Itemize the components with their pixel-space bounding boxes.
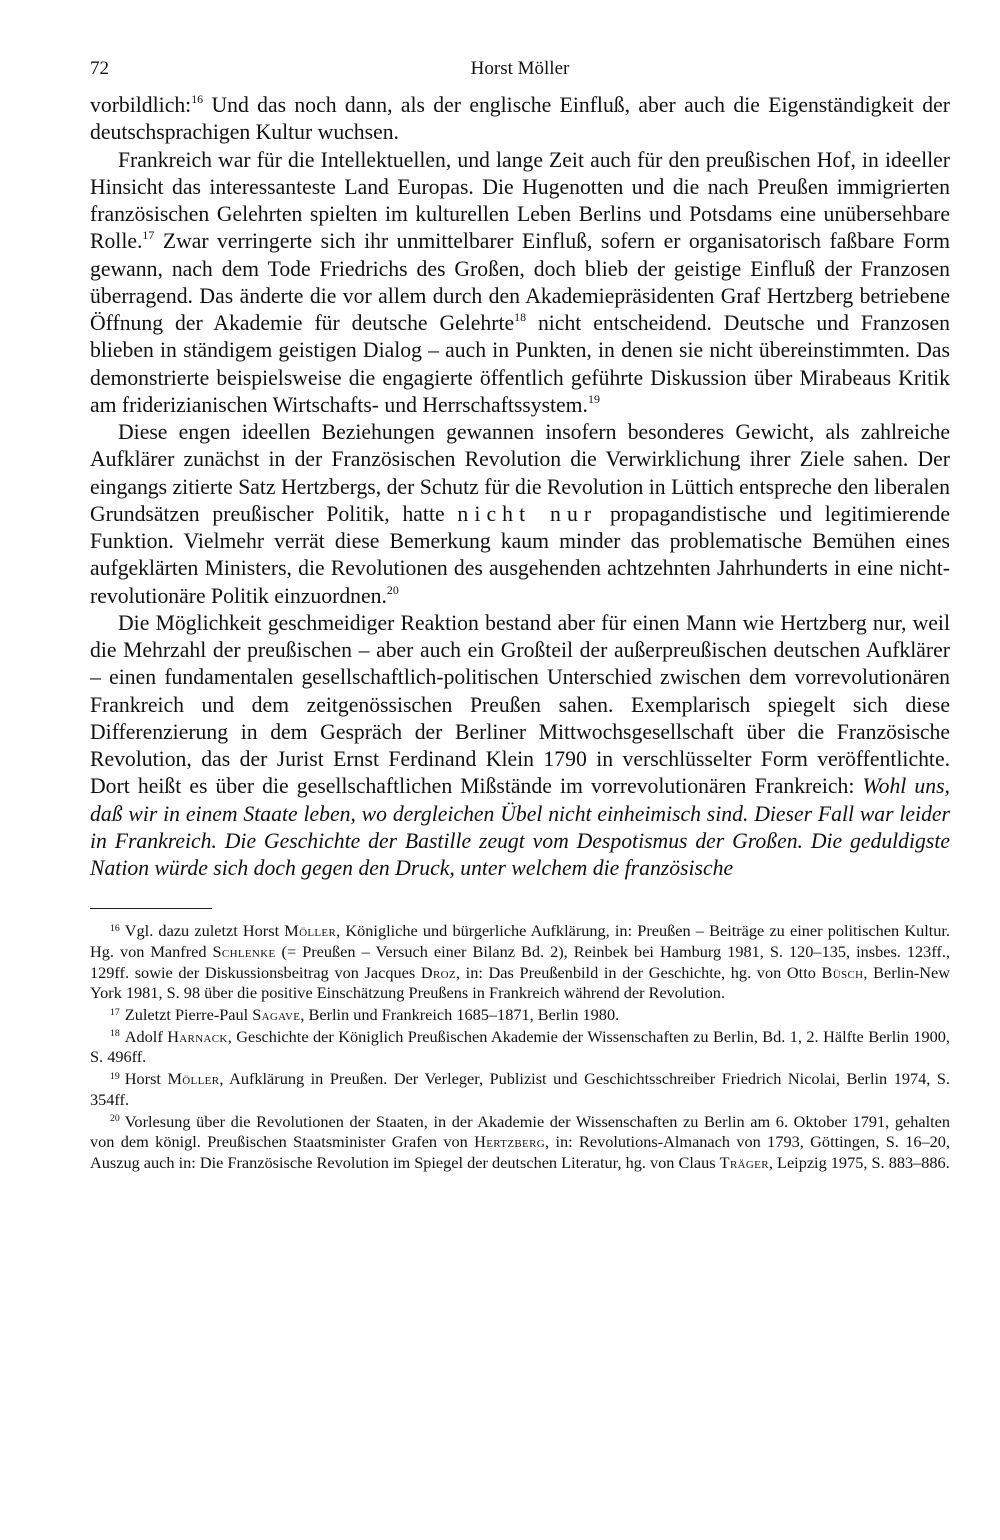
paragraph-4: Die Möglichkeit geschmeidiger Reaktion bestand aber für einen Mann wie Hertzberg nur, weil die Mehrzahl der preußischen – aber auch ein Großteil der außerpreußischen deutschen Aufklärer – einen fundamentalen gesellschaftlich-politischen Unterschied zwischen dem vorrevolutionären Frankreich und dem zeitgenössischen Preußen sahen. Exemplarisch spiegelt sich diese Differenzierung in dem Gespräch der Berliner Mittwochsgesellschaft über die Französische Revolution, das der Jurist Ernst Ferdinand Klein 1790 in verschlüsselter Form veröffentlichte. Dort heißt es über die gesellschaftlichen Mißstände im vorrevolutionären Frankreich: Wohl uns, daß wir in einem Staate leben, wo dergleichen Übel nicht einheimisch sind. Dieser Fall war leider in Frankreich. Die Geschichte der Bastille zeugt vom Despotismus der Großen. Die geduldigste Nation würde sich doch gegen den Druck, unter welchem die französische <box>90 610 950 880</box>
italic-quotation: Wohl uns, daß wir in einem Staate leben, wo dergleichen Übel nicht einheimisch sind. Dieser Fall war leider in Frankreich. Die Geschichte der Bastille zeugt vom Despotismus der Großen. Die geduldigste Nation würde sich doch gegen den Druck, unter welchem die französische <box>90 774 950 880</box>
footnote-number: 18 <box>110 1028 120 1040</box>
footnote-number: 20 <box>110 1113 120 1125</box>
body-text <box>90 92 950 882</box>
spaced-emphasis: nicht nur <box>457 501 598 526</box>
running-head-author: Horst Möller <box>470 58 570 79</box>
footnote-number: 16 <box>110 922 120 934</box>
paragraph-3: Diese engen ideellen Beziehungen gewannen insofern besonderes Gewicht, als zahlreiche Aufklärer zunächst in der Französischen Revolution die Verwirklichung ihrer Ziele sahen. Der eingangs zitierte Satz Hertzbergs, der Schutz für die Revolution in Lüttich entspreche den liberalen Grundsätzen preußischer Politik, hatte nicht nur propagandistische und legitimierende Funktion. Vielmehr verrät diese Bemerkung kaum minder das problematische Bemühen eines aufgeklärten Ministers, die Revolutionen des ausgehenden achtzehnten Jahrhunderts in eine nicht-revolutionäre Politik einzuordnen.$^{20}$ <box>90 420 951 608</box>
footnote-number: 17 <box>110 1006 120 1018</box>
footnote-divider <box>90 908 212 909</box>
paragraph-2: Frankreich war für die Intellektuellen, und lange Zeit auch für den preußischen Hof, in ideeller Hinsicht das interessanteste Land Europas. Die Hugenotten und die nach Preußen immigrierten französischen Gelehrten spielten im kulturellen Leben Berlins und Potsdams eine unübersehbare Rolle.$^{17}$ Zwar verringerte sich ihr unmittelbarer Einfluß, sofern er organisatorisch faßbare Form gewann, nach dem Tode Friedrichs des Großen, doch blieb der geistige Einfluß der Franzosen überragend. Das änderte die vor allem durch den Akademiepräsidenten Graf Hertzberg betriebene Öffnung der Akademie für deutsche Gelehrte$^{18}$ nicht entscheidend. Deutsche und Franzosen blieben in ständigem geistigen Dialog – auch in Punkten, in denen sie nicht übereinstimmten. Das demonstrierte beispielsweise die engagierte öffentlich geführte Diskussion über Mirabeaus Kritik am friderizianischen Wirtschafts- und Herrschaftssystem.$^{19}$ <box>90 147 950 417</box>
footnote-18: $^{18}$ Adolf Harnack, Geschichte der Königlich Preußischen Akademie der Wissenschaften zu Berlin, Bd. 1, 2. Hälfte Berlin 1900, S. 496ff. <box>90 1026 950 1067</box>
footnotes <box>90 921 950 1173</box>
page-number: 72 <box>90 58 109 79</box>
footnote-ref-20[interactable]: 20 <box>386 582 399 597</box>
footnote-ref-19[interactable]: 19 <box>587 391 600 406</box>
footnote-16: $^{16}$ Vgl. dazu zuletzt Horst Möller, Königliche und bürgerliche Aufklärung, in: Preußen – Beiträge zu einer politischen Kultur. Hg. von Manfred Schlenke (= Preußen – Versuch einer Bilanz Bd. 2), Reinbek bei Hamburg 1981, S. 120–135, insbes. 123ff., 129ff. sowie der Diskussionsbeitrag von Jacques Droz, in: Das Preußenbild in der Geschichte, hg. von Otto Büsch, Berlin-New York 1981, S. 98 über die positive Einschätzung Preußens in Frankreich während der Revolution. <box>90 921 951 1003</box>
footnote-ref-18[interactable]: 18 <box>514 310 527 325</box>
footnote-17: $^{17}$ Zuletzt Pierre-Paul Sagave, Berlin und Frankreich 1685–1871, Berlin 1980. <box>110 1005 620 1025</box>
running-head <box>90 58 950 92</box>
paragraph-1: vorbildlich:$^{16}$ Und das noch dann, als der englische Einfluß, aber auch die Eigenständigkeit der deutschsprachigen Kultur wuchsen. <box>90 92 950 145</box>
footnote-ref-17[interactable]: 17 <box>142 228 155 243</box>
footnote-19: $^{19}$ Horst Möller, Aufklärung in Preußen. Der Verleger, Publizist und Geschichtsschreiber Friedrich Nicolai, Berlin 1974, S. 354ff. <box>90 1069 950 1109</box>
footnote-ref-16[interactable]: 16 <box>191 92 204 107</box>
footnote-number: 19 <box>110 1070 120 1082</box>
footnote-20: $^{20}$ Vorlesung über die Revolutionen der Staaten, in der Akademie der Wissenschaften zu Berlin am 6. Oktober 1791, gehalten von dem königl. Preußischen Staatsminister Grafen von Hertzberg, in: Revolutions-Almanach von 1793, Göttingen, S. 16–20, Auszug auch in: Die Französische Revolution im Spiegel der deutschen Literatur, hg. von Claus Träger, Leipzig 1975, S. 883–886. <box>90 1111 950 1172</box>
